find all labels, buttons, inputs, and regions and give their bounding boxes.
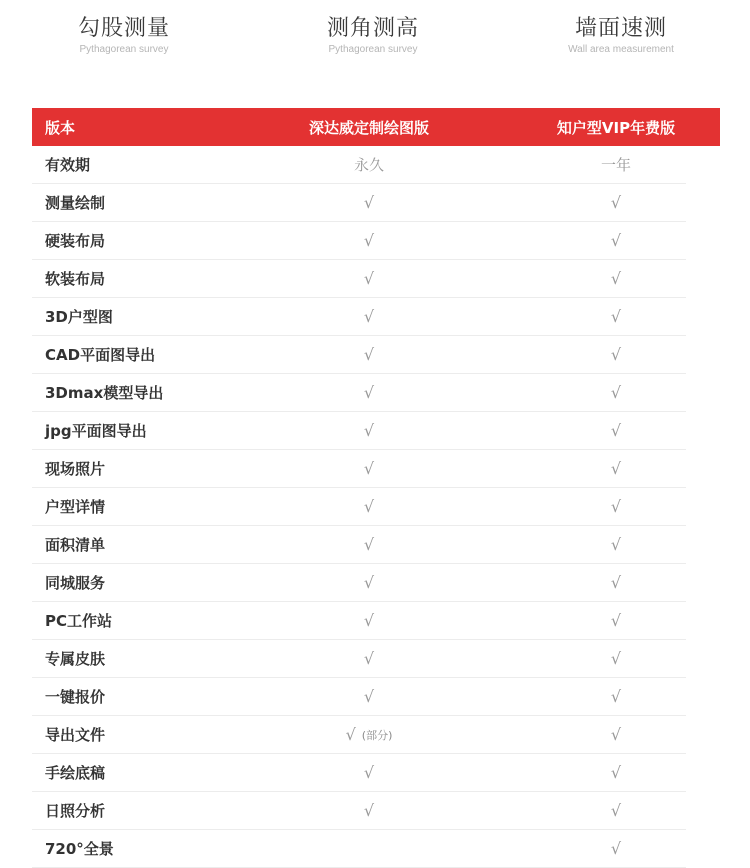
check-icon: √ xyxy=(610,307,622,326)
feature-subtitle: Wall area measurement xyxy=(568,44,674,55)
check-icon: √ xyxy=(610,725,622,744)
cell-vip-edition xyxy=(516,678,716,715)
cell-vip-edition xyxy=(516,412,716,449)
cell-custom-edition xyxy=(269,222,469,259)
table-row xyxy=(32,374,686,412)
row-label: 有效期 xyxy=(45,156,91,174)
cell-vip-edition xyxy=(516,336,716,373)
check-icon: √ xyxy=(610,421,622,440)
cell-custom-edition xyxy=(269,146,469,183)
check-icon: √ xyxy=(610,687,622,706)
check-icon: √ xyxy=(610,497,622,516)
row-label: 软装布局 xyxy=(45,270,106,288)
check-icon: √ xyxy=(363,535,375,554)
table-row xyxy=(32,678,686,716)
cell-custom-edition xyxy=(269,184,469,221)
check-icon: √ xyxy=(610,801,622,820)
header-version: 版本 xyxy=(45,118,76,137)
cell-vip-edition xyxy=(516,640,716,677)
feature-angle-height xyxy=(253,14,493,56)
check-icon: √ xyxy=(363,231,375,250)
row-label: 硬装布局 xyxy=(45,232,106,250)
cell-custom-edition xyxy=(269,792,469,829)
table-row xyxy=(32,830,686,868)
check-icon: √ xyxy=(345,725,356,744)
check-icon: √ xyxy=(363,421,375,440)
cell-vip-edition xyxy=(516,564,716,601)
cell-vip-edition xyxy=(516,298,716,335)
check-icon: √ xyxy=(610,573,622,592)
check-icon: √ xyxy=(610,193,622,212)
table-row xyxy=(32,754,686,792)
row-label: 导出文件 xyxy=(45,726,106,744)
cell-vip-edition xyxy=(516,830,716,867)
cell-vip-edition xyxy=(516,184,716,221)
cell-custom-edition xyxy=(269,564,469,601)
row-label: 日照分析 xyxy=(45,802,106,820)
table-row xyxy=(32,184,686,222)
cell-note: (部分) xyxy=(361,728,393,742)
cell-value: 永久 xyxy=(353,156,384,174)
check-icon: √ xyxy=(363,307,375,326)
cell-custom-edition xyxy=(269,716,469,753)
table-row xyxy=(32,526,686,564)
table-header xyxy=(32,108,720,146)
table-row xyxy=(32,298,686,336)
row-label: 3Dmax模型导出 xyxy=(45,384,164,402)
row-label: 手绘底稿 xyxy=(45,764,106,782)
cell-vip-edition xyxy=(516,488,716,525)
table-row xyxy=(32,412,686,450)
cell-vip-edition xyxy=(516,374,716,411)
table-row xyxy=(32,602,686,640)
check-icon: √ xyxy=(363,269,375,288)
check-icon: √ xyxy=(363,763,375,782)
table-row xyxy=(32,488,686,526)
cell-custom-edition xyxy=(269,450,469,487)
cell-custom-edition xyxy=(269,830,469,867)
cell-vip-edition xyxy=(516,526,716,563)
check-icon: √ xyxy=(363,497,375,516)
row-label: 同城服务 xyxy=(45,574,106,592)
check-icon: √ xyxy=(610,383,622,402)
row-label: 一键报价 xyxy=(45,688,106,706)
check-icon: √ xyxy=(363,573,375,592)
check-icon: √ xyxy=(363,345,375,364)
cell-custom-edition xyxy=(269,640,469,677)
row-label: 专属皮肤 xyxy=(45,650,106,668)
check-icon: √ xyxy=(610,763,622,782)
table-row xyxy=(32,336,686,374)
table-row xyxy=(32,716,686,754)
check-icon: √ xyxy=(610,231,622,250)
check-icon: √ xyxy=(610,459,622,478)
check-icon: √ xyxy=(610,535,622,554)
cell-custom-edition xyxy=(269,488,469,525)
cell-custom-edition xyxy=(269,336,469,373)
cell-custom-edition xyxy=(269,754,469,791)
feature-banner xyxy=(0,14,750,74)
cell-custom-edition xyxy=(269,526,469,563)
table-row xyxy=(32,450,686,488)
feature-title: 墙面速测 xyxy=(574,16,667,41)
row-label: PC工作站 xyxy=(45,612,113,630)
feature-subtitle: Pythagorean survey xyxy=(79,44,169,55)
row-label: CAD平面图导出 xyxy=(45,346,156,364)
cell-vip-edition xyxy=(516,222,716,259)
cell-custom-edition xyxy=(269,678,469,715)
table-row xyxy=(32,564,686,602)
cell-vip-edition xyxy=(516,260,716,297)
cell-custom-edition xyxy=(269,412,469,449)
feature-subtitle: Pythagorean survey xyxy=(328,44,418,55)
row-label: 测量绘制 xyxy=(45,194,106,212)
cell-vip-edition xyxy=(516,716,716,753)
feature-title: 勾股测量 xyxy=(77,16,170,41)
check-icon: √ xyxy=(363,801,375,820)
feature-pythagorean-survey xyxy=(4,14,244,56)
feature-title: 测角测高 xyxy=(326,16,419,41)
check-icon: √ xyxy=(363,649,375,668)
feature-wall-measure xyxy=(501,14,741,56)
cell-value: 一年 xyxy=(600,156,631,174)
cell-custom-edition xyxy=(269,298,469,335)
check-icon: √ xyxy=(610,269,622,288)
check-icon: √ xyxy=(363,611,375,630)
table-row xyxy=(32,146,686,184)
row-label: 720°全景 xyxy=(45,840,114,858)
header-custom-edition: 深达威定制绘图版 xyxy=(308,118,429,137)
cell-custom-edition xyxy=(269,260,469,297)
check-icon: √ xyxy=(610,839,622,858)
check-icon: √ xyxy=(610,345,622,364)
cell-custom-edition xyxy=(269,374,469,411)
row-label: 现场照片 xyxy=(45,460,106,478)
row-label: 3D户型图 xyxy=(45,308,113,326)
table-row xyxy=(32,792,686,830)
check-icon: √ xyxy=(610,649,622,668)
row-label: jpg平面图导出 xyxy=(45,422,147,440)
table-row xyxy=(32,640,686,678)
table-row xyxy=(32,222,686,260)
check-icon: √ xyxy=(363,459,375,478)
cell-custom-edition xyxy=(269,602,469,639)
table-body xyxy=(32,146,720,868)
cell-vip-edition xyxy=(516,602,716,639)
check-icon: √ xyxy=(363,383,375,402)
comparison-table xyxy=(32,108,720,868)
header-vip-edition: 知户型VIP年费版 xyxy=(556,118,676,137)
cell-vip-edition xyxy=(516,792,716,829)
row-label: 户型详情 xyxy=(45,498,106,516)
cell-vip-edition xyxy=(516,754,716,791)
cell-vip-edition xyxy=(516,146,716,183)
table-row xyxy=(32,260,686,298)
check-icon: √ xyxy=(363,687,375,706)
cell-vip-edition xyxy=(516,450,716,487)
row-label: 面积清单 xyxy=(45,536,106,554)
check-icon: √ xyxy=(363,193,375,212)
check-icon: √ xyxy=(610,611,622,630)
